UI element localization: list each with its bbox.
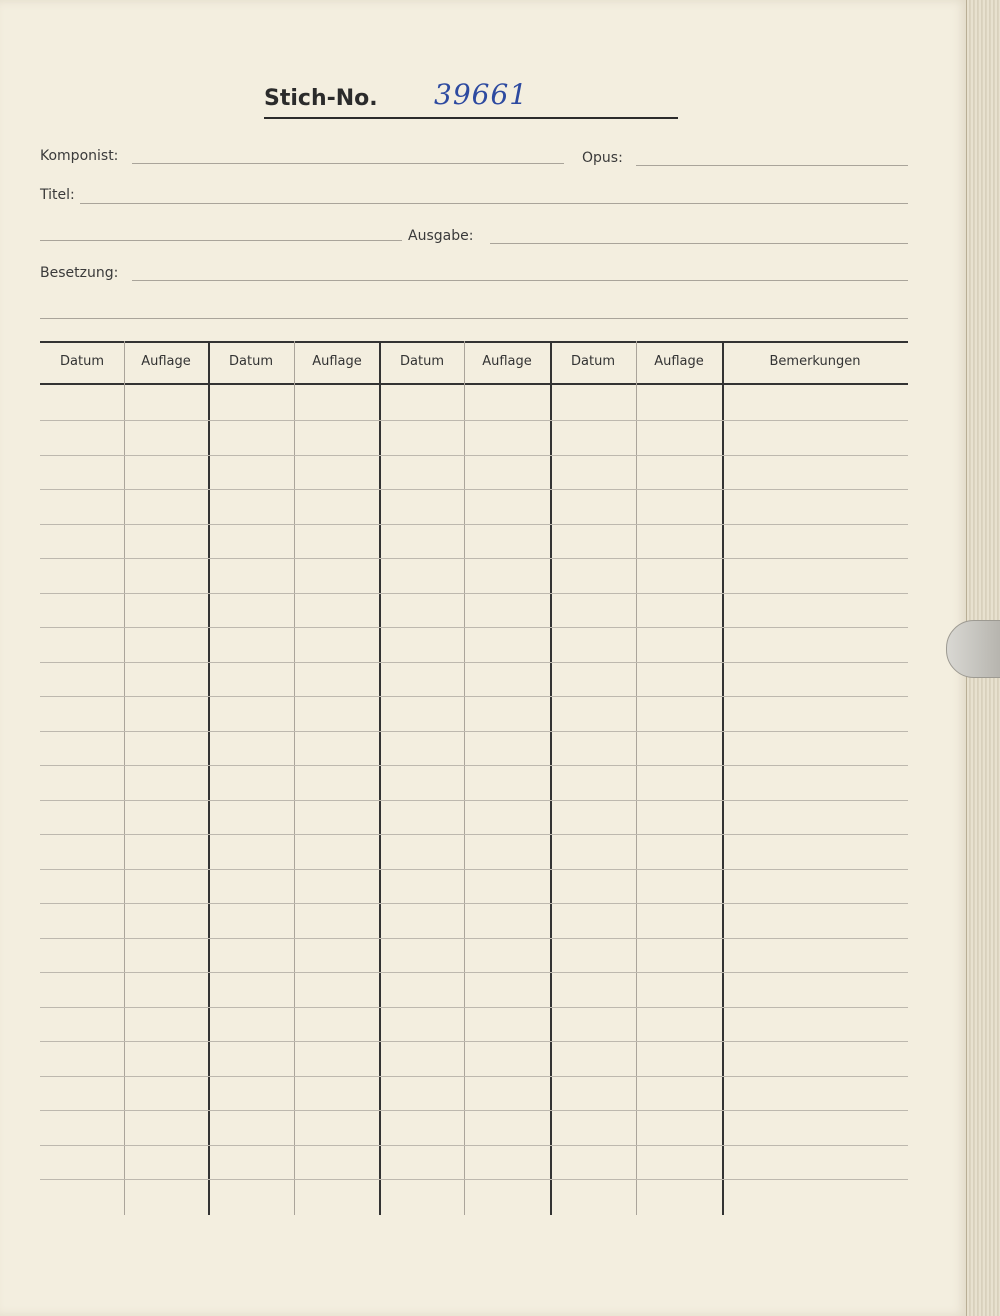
col-header-auflage-4: Auflage [654, 354, 704, 369]
col-header-bemerkungen: Bemerkungen [769, 354, 861, 369]
col-divider [464, 341, 465, 1215]
table-row-line [40, 1041, 908, 1042]
ausgabe-field[interactable] [490, 243, 908, 244]
table-row-line [40, 420, 908, 421]
table-row-line [40, 903, 908, 904]
komponist-label: Komponist: [40, 148, 119, 164]
opus-label: Opus: [582, 150, 623, 166]
table-row-line [40, 800, 908, 801]
ausgabe-label: Ausgabe: [408, 228, 474, 244]
table-row-line [40, 455, 908, 456]
table-row-line [40, 938, 908, 939]
table-row-line [40, 662, 908, 663]
stich-no-value: 39661 [434, 78, 529, 111]
col-header-datum-3: Datum [400, 354, 444, 369]
col-header-datum-1: Datum [60, 354, 104, 369]
titel-field-line2[interactable] [40, 240, 402, 241]
table-row-line [40, 1110, 908, 1111]
col-divider-heavy [379, 341, 381, 1215]
stich-no-label: Stich-No. [264, 86, 378, 111]
col-divider-heavy [550, 341, 552, 1215]
stich-no-underline [264, 117, 678, 119]
besetzung-field-line2[interactable] [40, 318, 908, 319]
table-header-rule [40, 383, 908, 385]
table-row-line [40, 1007, 908, 1008]
col-divider-heavy [208, 341, 210, 1215]
col-header-datum-4: Datum [571, 354, 615, 369]
col-divider-heavy [722, 341, 724, 1215]
table-row-line [40, 489, 908, 490]
col-divider [636, 341, 637, 1215]
table-row-line [40, 627, 908, 628]
table-row-line [40, 765, 908, 766]
table-row-line [40, 1145, 908, 1146]
table-row-line [40, 593, 908, 594]
table-row-line [40, 696, 908, 697]
col-header-auflage-3: Auflage [482, 354, 532, 369]
table-row-line [40, 731, 908, 732]
table-row-line [40, 558, 908, 559]
index-tab[interactable] [946, 620, 1000, 678]
col-header-auflage-1: Auflage [141, 354, 191, 369]
table-row-line [40, 524, 908, 525]
col-divider [124, 341, 125, 1215]
table-row-line [40, 972, 908, 973]
besetzung-label: Besetzung: [40, 265, 119, 281]
opus-field[interactable] [636, 165, 908, 166]
table-row-line [40, 1179, 908, 1180]
table-row-line [40, 834, 908, 835]
titel-field[interactable] [80, 203, 908, 204]
table-top-rule [40, 341, 908, 343]
col-header-datum-2: Datum [229, 354, 273, 369]
col-header-auflage-2: Auflage [312, 354, 362, 369]
komponist-field[interactable] [132, 163, 564, 164]
table-row-line [40, 869, 908, 870]
titel-label: Titel: [40, 187, 75, 203]
col-divider [294, 341, 295, 1215]
table-row-line [40, 1076, 908, 1077]
besetzung-field[interactable] [132, 280, 908, 281]
